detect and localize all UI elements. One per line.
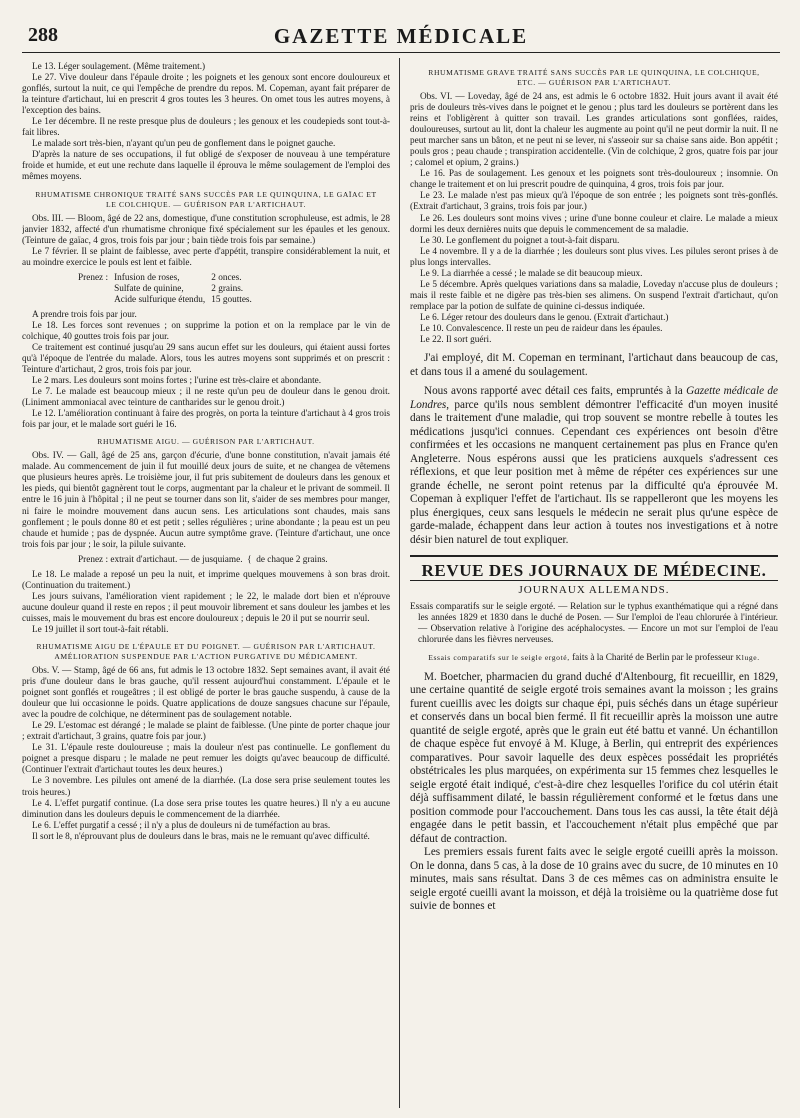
paragraph: Le 12. L'amélioration continuant à faire des progrès, on porta la teinture d'artichaut à 4 gros trois fois par jour, et le malade sort guéri le 16.	[22, 409, 390, 431]
paragraph: Obs. V. — Stamp, âgé de 66 ans, fut admis le 13 octobre 1832. Sept semaines avant, il avait été pris d'une douleur dans le bras gauche, qu'il ressent aujourd'hui constamment. L'épaule et le poignet sont gonflés et rougeâtres ; il est obligé de porter le bras gauche suspendu, à cause de la douleur que lui occasionne le poids. Quatre applications de douze sangsues chacune sur l'épaule, avec la poudre de colchique, ne déterminent pas de soulagement notable.	[22, 666, 390, 721]
bracket: {	[244, 554, 254, 565]
paragraph: Le 7. Le malade est beaucoup mieux ; il ne reste qu'un peu de douleur dans le genou droit. (Liniment ammoniacal avec teinture de cantharides sur le genou droit.)	[22, 387, 390, 409]
paragraph: Le 23. Le malade n'est pas mieux qu'à l'époque de son entrée ; les poignets sont très-gonflés. (Extrait d'artichaut, 3 grains, trois fois par jour.)	[410, 191, 778, 213]
paragraph: Le 29. L'estomac est dérangé ; le malade se plaint de faiblesse. (Une pinte de porter chaque jour ; extrait d'artichaut, 3 grains, quatre fois par jour.)	[22, 721, 390, 743]
ingredient-dose: 2 onces.	[211, 272, 242, 283]
paragraph: Le 2 mars. Les douleurs sont moins fortes ; l'urine est très-claire et abondante.	[32, 376, 322, 387]
paragraph: Les jours suivans, l'amélioration vient rapidement ; le 22, le malade dort bien et n'éprouve aucune douleur quand il reste en repos ; il peut mouvoir librement et sans douleur les jambes et les cuisses, mais le mouvement du bras est encore douloureux ; depuis le 20 il put se nourrir seul.	[22, 591, 390, 624]
ingredient-name: Infusion de roses,	[114, 272, 180, 283]
paragraph: Le 9. La diarrhée a cessé ; le malade se dit beaucoup mieux.	[420, 268, 643, 279]
journal-citation: Gazette médicale de Londres	[410, 385, 778, 411]
paragraph: Le 6. L'effet purgatif a cessé ; il n'y a plus de douleurs ni de tuméfaction au bras.	[32, 820, 331, 831]
paragraph: Le 26. Les douleurs sont moins vives ; urine d'une bonne couleur et claire. Le malade a mieux dormi les deux dernières nuits que depuis le commencement de sa maladie.	[410, 213, 778, 235]
prescription-intro: Prenez : extrait d'artichaut. — de jusquiame.	[78, 554, 243, 565]
paragraph: Les premiers essais furent faits avec le seigle ergoté cueilli après la moisson. On le donna, dans 5 cas, à la dose de 10 grains avec du sucre, de 10 minutes en 10 minutes, mais sans résultat. Dans 3 de ces mêmes cas on administra ensuite le seigle ergoté cueilli avant la moisson, et déjà la troisième ou la quatrième dose fut suivie de bonnes et	[410, 846, 778, 913]
paragraph: J'ai employé, dit M. Copeman en terminant, l'artichaut dans beaucoup de cas, et dans tous il a amené du soulagement.	[410, 352, 778, 378]
paragraph: Le 5 décembre. Après quelques variations dans sa maladie, Loveday n'accuse plus de douleurs ; mais il reste faible et ne digère pas très-bien ses alimens. On suspend l'extrait d'artichaut, qu'on remplace par la potion de sulfate de quinine ci-dessus indiquée.	[410, 279, 778, 312]
section-heading: RHUMATISME AIGU DE L'ÉPAULE ET DU POIGNET. — GUÉRISON PAR L'ARTICHAUT. AMÉLIORATION SUSPENDUE PAR L'ACTION PURGATIVE DU MÉDICAMENT.	[36, 642, 376, 662]
prescription	[78, 555, 390, 566]
paragraph: Obs. IV. — Gall, âgé de 25 ans, garçon d'écurie, d'une bonne constitution, n'avait jamais été malade. Au commencement de juin il fut mouillé deux jours de suite, et ne changea de vêtemens que plusieurs heures après. Le troisième jour, il fut pris subitement de douleurs dans les genoux et les pieds, qui bientôt gagnèrent tout le corps, augmentant par la chaleur et le privant de sommeil. Il entre le 16 juin à l'hôpital ; il ne peut se tourner dans son lit, s'aider de ses membres pour manger, ni faire le moindre mouvement dans aucun sens. Les articulations sont chaudes, mais sans gonflement ; le pouls donne 80 et est petit ; selles régulières ; urine abondante ; la peau est un peu chaude et humide ; pas de dyspnée. Aucun autre symptôme grave. (Teinture d'artichaut, une once trois fois par jour ; le soir, la pilule suivante.	[22, 451, 390, 550]
paragraph: Le 13. Léger soulagement. (Même traitement.)	[32, 62, 206, 72]
prescription	[78, 273, 390, 306]
paragraph: Obs. VI. — Loveday, âgé de 24 ans, est admis le 6 octobre 1832. Huit jours avant il avait été pris de douleurs très-vives dans le poignet et le genou ; plus tard les douleurs se portèrent dans les reins et l'obligèrent à quitter son travail. Les grandes articulations sont gonflées, raides, douloureuses, surtout au lit, dont la chaleur les augmente au point qu'il ne peut dormir la nuit. Il ne peut marcher sans un bâton, et ne peut ni se lever, ni s'asseoir sur sa chaise sans aide. Bon appétit ; pouls gros ; peau chaude ; transpiration accidentelle. (Vin de colchique, 2 gros, quatre fois par jour ; calomel et opium, 2 grains.)	[410, 92, 778, 169]
journal-title: GAZETTE MÉDICALE	[273, 24, 529, 48]
paragraph: Le 18. Le malade a reposé un peu la nuit, et imprime quelques mouvemens à son bras droit. (Continuation du traitement.)	[22, 569, 390, 591]
right-column	[410, 62, 778, 1108]
article-heading	[410, 652, 778, 665]
prescription-intro: Prenez :	[78, 272, 109, 283]
paragraph: M. Boetcher, pharmacien du grand duché d'Altenbourg, fit recueillir, en 1829, une certaine quantité de seigle ergoté trois semaines avant la moisson ; les grains furent cueillis avec les doigts sur chaque épi, puis séchés dans un étage supérieur et conservés dans un bocal bien fermé. Il fit recueillir après la moisson une autre quantité de seigle ergoté, après que le grain eut été battu et vanné. Un échantillon de chaque espèce fut envoyé à M. Kluge, à Berlin, qui entreprit des expériences comparatives. Pour savoir laquelle des deux espèces possédait les propriétés obstétricales les plus marquées, on expérimenta sur 15 femmes chez lesquelles le seigle ergoté était indiqué, c'est-à-dire chez lesquelles l'orifice du col utérin était déjà suffisamment dilaté, le bassin régulièrement conformé et le fœtus dans une position commode pour l'accouchement. Dans tous les cas aussi, la tête était déjà engagée dans le petit bassin, et l'accouchement n'était plus empêché que par défaut de contraction.	[410, 670, 778, 845]
paragraph: Le 1er décembre. Il ne reste presque plus de douleurs ; les genoux et les coudepieds sont tout-à-fait libres.	[22, 117, 390, 139]
paragraph: Le 6. Léger retour des douleurs dans le genou. (Extrait d'artichaut.)	[420, 312, 669, 323]
paragraph: Obs. III. — Bloom, âgé de 22 ans, domestique, d'une constitution scrophuleuse, est admis, le 28 janvier 1832, affecté d'un rhumatisme chronique fixé spécialement sur les épaules et les genoux. (Teinture de gaïac, 4 gros, trois fois par jour ; bain tiède trois fois par semaine.)	[22, 213, 390, 246]
author-name: Kluge.	[735, 653, 760, 663]
paragraph: Le 18. Les forces sont revenues ; on supprime la potion et on la remplace par le vin de colchique, 40 gouttes trois fois par jour.	[22, 320, 390, 342]
paragraph: Le 19 juillet il sort tout-à-fait rétabli.	[32, 624, 169, 635]
paragraph: A prendre trois fois par jour.	[32, 309, 137, 320]
paragraph	[410, 385, 778, 547]
text-run: , parce qu'ils nous semblent démontrer l'efficacité d'un moyen inusité dans le traitement d'une maladie, qui trop souvent se montre rebelle à toutes les médications jusqu'ici connues. Cependant ces expériences ont besoin d'être confirmées et les occasions ne manquent certainement pas plus en France qu'en Angleterre. Nous espérons aussi que les praticiens auxquels s'adressent ces réflexions, et que leur position met à même de répéter ces expériences sur une grande échelle, ne seront point retenus par la difficulté qu'a éprouvée M. Copeman à expliquer l'effet de l'artichaut. Ils se rappelleront que les moyens les plus énergiques, ceux sans lesquels le médecin ne serait plus qu'une espèce de garde-malade, échappent dans leur action à toutes nos investigations et à notre désir bien naturel de tout expliquer.	[410, 398, 778, 546]
subsection-title: JOURNAUX ALLEMANDS.	[518, 584, 670, 597]
paragraph: D'après la nature de ses occupations, il fut obligé de s'exposer de nouveau à une température froide et humide, et eut une rechute dans laquelle il éprouva le même soulagement de l'emploi des mêmes moyens.	[22, 150, 390, 183]
paragraph: Le 31. L'épaule reste douloureuse ; mais la douleur n'est pas continuelle. Le gonflement du poignet a presque disparu ; le malade ne peut remuer les doigts qu'avec beaucoup de difficulté. (Continuer l'extrait d'artichaut toutes les deux heures.)	[22, 743, 390, 776]
paragraph: Le 4 novembre. Il y a de la diarrhée ; les douleurs sont plus vives. Les pilules seront prises à de plus longs intervalles.	[410, 246, 778, 268]
ingredient-dose: de chaque 2 grains.	[256, 554, 328, 565]
article-heading-text: faits à la Charité de Berlin par le professeur	[569, 653, 736, 664]
paragraph: Le 16. Pas de soulagement. Les genoux et les poignets sont très-douloureux ; insomnie. On change le traitement et on lui prescrit poudre de quinquina, 4 gros, trois fois par jour.	[410, 169, 778, 191]
ingredient-name: Acide sulfurique étendu,	[114, 294, 206, 305]
paragraph: Le 30. Le gonflement du poignet a tout-à-fait disparu.	[420, 235, 620, 246]
ingredient-dose: 2 grains.	[211, 283, 244, 294]
prescription-table	[78, 273, 258, 306]
revue-banner	[410, 555, 778, 581]
paragraph: Ce traitement est continué jusqu'au 29 sans aucun effet sur les douleurs, qui étaient aussi fortes qu'à l'époque de l'entrée du malade. Alors, tous les autres moyens sont supprimés et on prescrit : Teinture d'artichaut, 2 gros, trois fois par jour.	[22, 342, 390, 375]
text-run: Nous avons rapporté avec détail ces faits, empruntés à la	[424, 385, 687, 398]
paragraph: Le 22. Il sort guéri.	[420, 335, 492, 346]
section-heading: RHUMATISME GRAVE TRAITÉ SANS SUCCÈS PAR LE QUINQUINA, LE COLCHIQUE, ETC. — GUÉRISON PAR L'ARTICHAUT.	[428, 68, 760, 87]
page-number: 288	[28, 24, 58, 46]
column-rule	[399, 58, 400, 1108]
paragraph: Le malade sort très-bien, n'ayant qu'un peu de gonflement dans le poignet gauche.	[32, 139, 336, 150]
paragraph: Le 4. L'effet purgatif continue. (La dose sera prise toutes les quatre heures.) Il n'y a eu aucune diminution dans les douleurs depuis le commencement de la diarrhée.	[22, 798, 390, 820]
section-heading: RHUMATISME AIGU. — GUÉRISON PAR L'ARTICHAUT.	[97, 437, 315, 447]
page-header	[22, 18, 780, 53]
left-column	[22, 62, 390, 1108]
revue-title: REVUE DES JOURNAUX DE MÉDECINE.	[421, 561, 767, 581]
paragraph: Le 10. Convalescence. Il reste un peu de raideur dans les épaules.	[420, 323, 663, 334]
article-body	[410, 671, 778, 914]
editorial-comment	[410, 352, 778, 547]
paragraph: Il sort le 8, n'éprouvant plus de douleurs dans le bras, mais ne le remuant qu'avec difficulté.	[32, 831, 370, 842]
paragraph: Le 27. Vive douleur dans l'épaule droite ; les poignets et les genoux sont encore douloureux et gonflés, surtout la nuit, ce qui l'empêche de prendre du repos. M. Copeman, ayant fait préparer de la teinture d'artichaut, lui en prescrit 4 gros toutes les 3 heures. On omet tous les autres moyens, à l'exception des bains.	[22, 73, 390, 117]
article-heading-caps: Essais comparatifs sur le seigle ergoté,	[428, 653, 570, 663]
paragraph: Le 7 février. Il se plaint de faiblesse, avec perte d'appétit, transpire considérablement la nuit, et au moindre exercice le pouls est lent et faible.	[22, 246, 390, 268]
paragraph: Le 3 novembre. Les pilules ont amené de la diarrhée. (La dose sera prise seulement toutes les trois heures.)	[22, 776, 390, 798]
ingredient-dose: 15 gouttes.	[211, 294, 252, 305]
summary: Essais comparatifs sur le seigle ergoté. — Relation sur le typhus exanthématique qui a régné dans les années 1829 et 1830 dans le duché de Posen. — Sur l'emploi de l'eau chlorurée à l'intérieur. — Observation relative à l'origine des acéphalocystes. — Encore un mot sur l'emploi de l'eau chlorurée dans les fièvres nerveuses.	[410, 602, 778, 646]
section-heading: RHUMATISME CHRONIQUE TRAITÉ SANS SUCCÈS PAR LE QUINQUINA, LE GAÏAC ET LE COLCHIQUE. — GUÉRISON PAR L'ARTICHAUT.	[35, 189, 377, 209]
newspaper-page	[22, 18, 780, 1108]
ingredient-name: Sulfate de quinine,	[114, 283, 184, 294]
